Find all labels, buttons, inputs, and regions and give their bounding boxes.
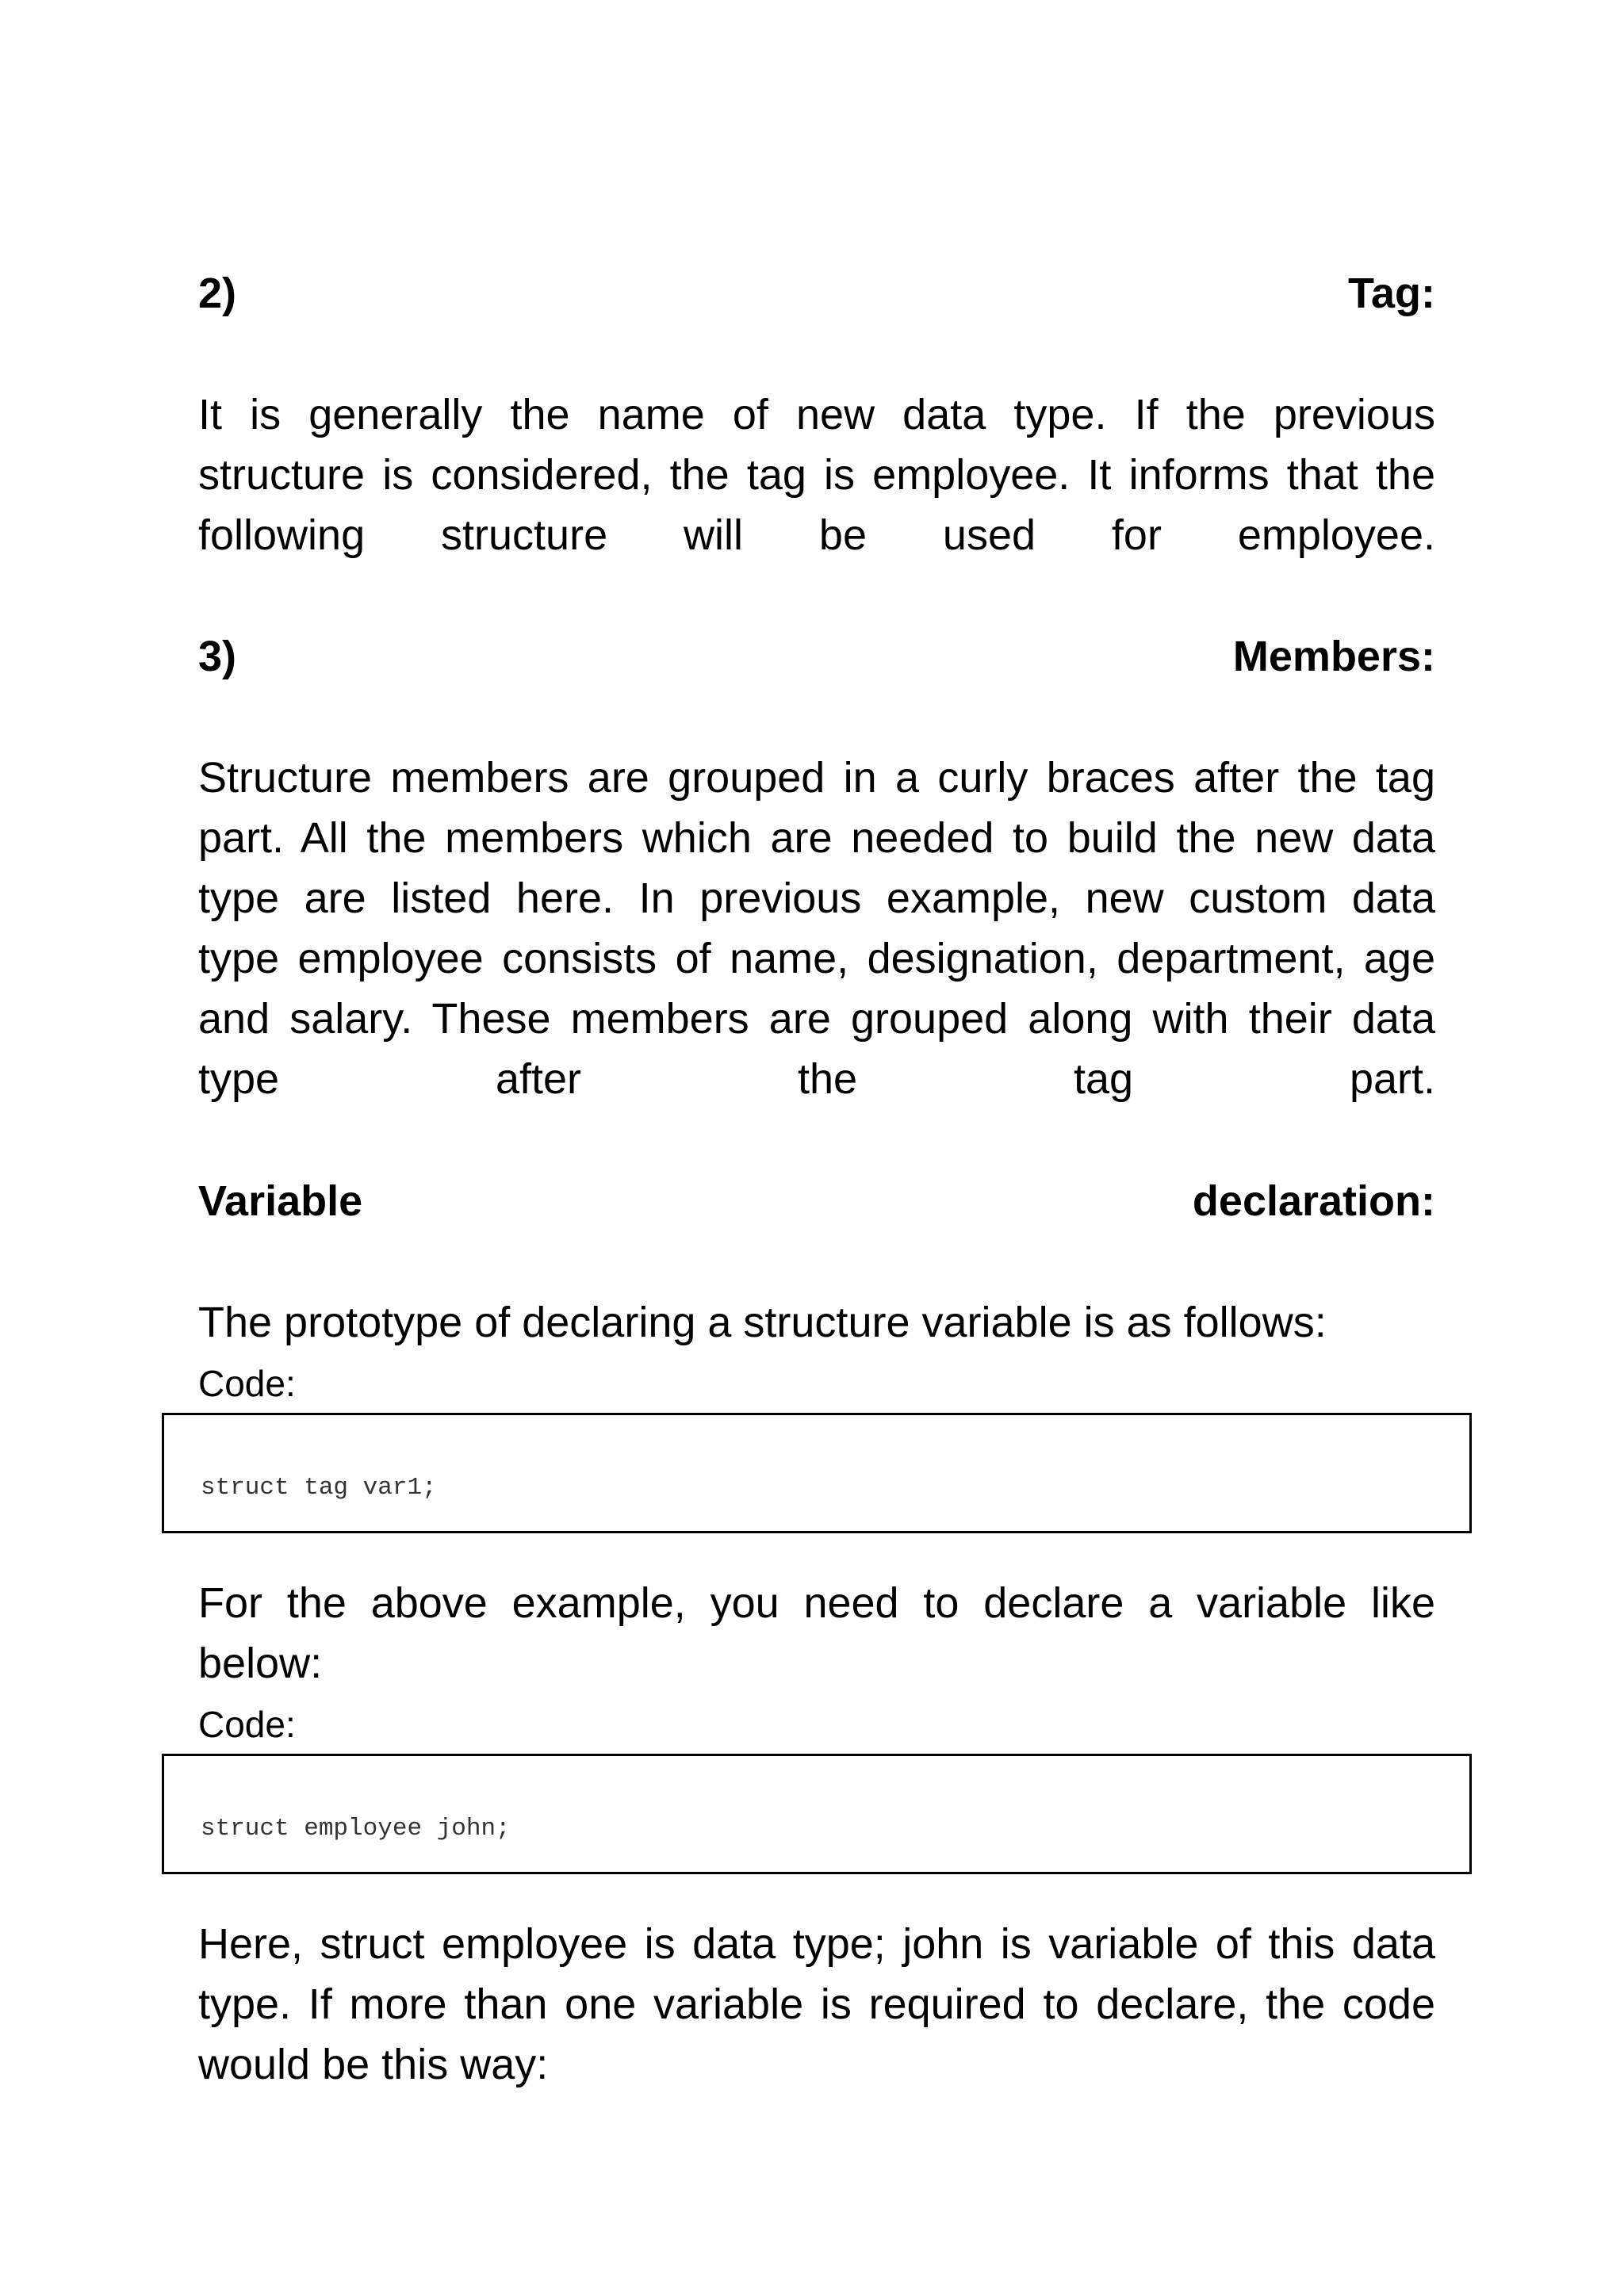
paragraph-line: below:: [198, 1640, 323, 1687]
paragraph-line: It is generally the name of new data type. If the previous: [198, 391, 1435, 438]
paragraph-line: Structure members are grouped in a curly braces after the tag: [198, 754, 1435, 802]
code-label-2: Code:: [198, 1704, 296, 1745]
code-text-2: struct employee john;: [201, 1815, 511, 1843]
section-2-paragraph: [198, 385, 1435, 565]
paragraph-line: For the above example, you need to declare a variable like: [198, 1579, 1435, 1627]
paragraph-line: type. If more than one variable is required to declare, the code: [198, 1980, 1435, 2028]
paragraph-line: would be this way:: [198, 2041, 549, 2088]
variable-declaration-intro: [198, 1292, 1435, 1353]
closing-paragraph: [198, 1914, 1435, 2095]
code-block-2: [162, 1754, 1472, 1874]
heading-word-declaration: declaration:: [1192, 1177, 1435, 1225]
code-block-1: [162, 1413, 1472, 1533]
example-paragraph: [198, 1573, 1435, 1693]
paragraph-line: and salary. These members are grouped along with their data: [198, 995, 1435, 1043]
section-2-title: Tag:: [1348, 270, 1435, 317]
paragraph-line: following structure will be used for employee.: [198, 511, 1435, 559]
paragraph-line: type after the tag part.: [198, 1055, 1435, 1103]
section-2-heading: [198, 266, 1435, 321]
paragraph-line: Here, struct employee is data type; john is variable of this data: [198, 1920, 1435, 1968]
section-3-number: 3): [198, 633, 237, 680]
paragraph-line: The prototype of declaring a structure variable is as follows:: [198, 1299, 1327, 1346]
paragraph-line: part. All the members which are needed to build the new data: [198, 814, 1435, 862]
heading-word-variable: Variable: [198, 1177, 363, 1225]
section-3-paragraph: [198, 748, 1435, 1109]
paragraph-line: type are listed here. In previous example, new custom data: [198, 874, 1435, 922]
code-label-1: Code:: [198, 1363, 296, 1404]
section-3-heading: [198, 629, 1435, 684]
variable-declaration-heading: [198, 1173, 1435, 1229]
paragraph-line: type employee consists of name, designation, department, age: [198, 935, 1435, 982]
section-2-number: 2): [198, 270, 237, 317]
code-text-1: struct tag var1;: [201, 1474, 437, 1502]
paragraph-line: structure is considered, the tag is employee. It informs that the: [198, 451, 1435, 499]
section-3-title: Members:: [1232, 633, 1435, 680]
